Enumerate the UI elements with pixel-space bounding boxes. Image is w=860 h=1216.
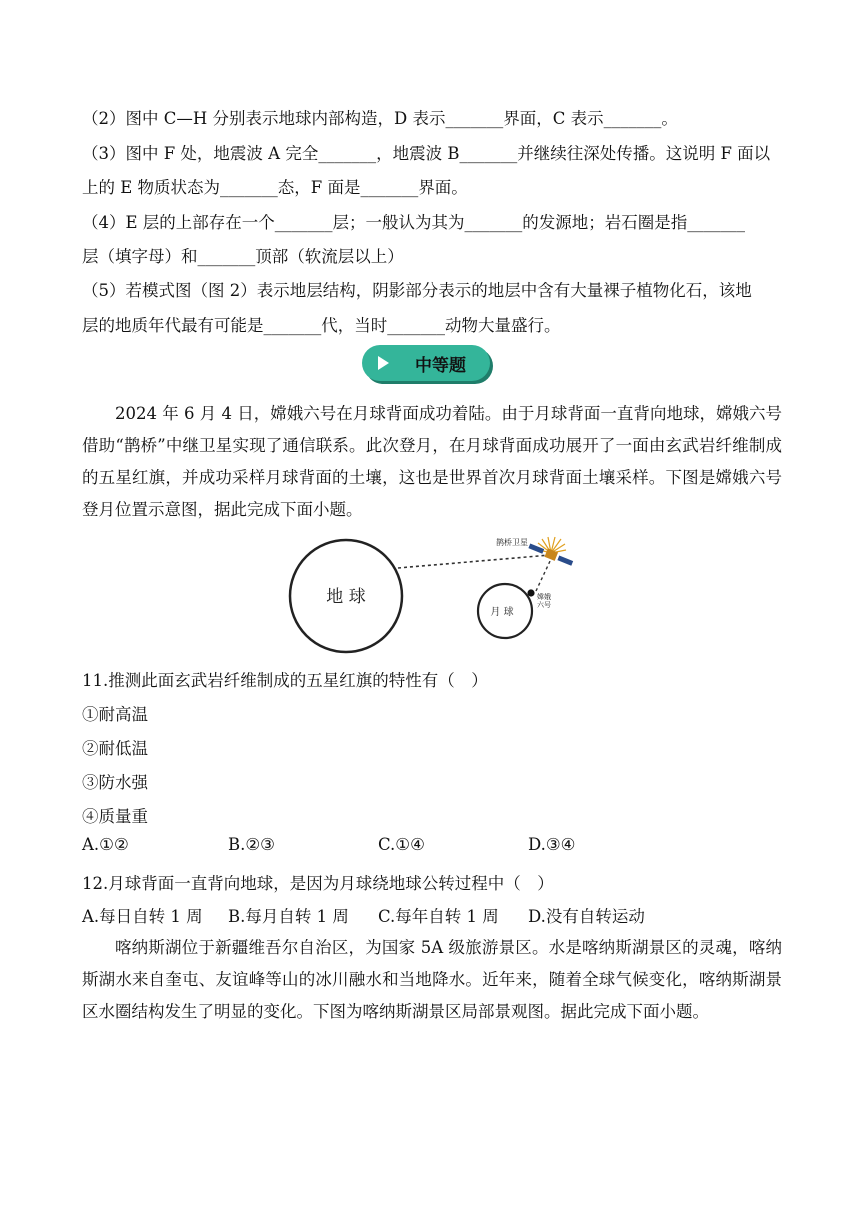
q11-item-4: ④质量重 xyxy=(82,807,148,826)
q11-option-a[interactable]: A.①② xyxy=(82,835,129,854)
q12-option-d[interactable]: D.没有自转运动 xyxy=(528,907,645,926)
relay-link-earth xyxy=(398,555,550,568)
q11-option-c[interactable]: C.①④ xyxy=(378,835,425,854)
q11-option-b[interactable]: B.②③ xyxy=(228,835,275,854)
lander-label-2: 六号 xyxy=(537,601,551,609)
question-2: （2）图中 C—H 分别表示地球内部构造，D 表示_______界面，C 表示_______。 xyxy=(82,109,678,128)
question-4-line1: （4）E 层的上部存在一个_______层；一般认为其为_______的发源地；岩石圈是指_______ xyxy=(82,213,746,232)
question-3-line2: 上的 E 物质状态为_______态，F 面是_______界面。 xyxy=(82,178,468,197)
relay-satellite-icon xyxy=(528,537,573,566)
question-4-line2: 层（填字母）和_______顶部（软流层以上） xyxy=(82,247,404,266)
passage-kanas-lake: 喀纳斯湖位于新疆维吾尔自治区，为国家 5A 级旅游景区。水是喀纳斯湖景区的灵魂，喀纳斯湖水来自奎屯、友谊峰等山的冰川融水和当地降水。近年来，随着全球气候变化，喀纳斯湖景区水圈结构发生了明显的变化。下图为喀纳斯湖景区局部景观图。据此完成下面小题。 xyxy=(82,938,782,1021)
q11-item-3: ③防水强 xyxy=(82,773,148,792)
question-5-line2: 层的地质年代最有可能是_______代，当时_______动物大量盛行。 xyxy=(82,316,561,335)
question-5-line1: （5）若模式图（图 2）表示地层结构，阴影部分表示的地层中含有大量裸子植物化石，该地 xyxy=(82,281,752,300)
question-11-stem: 11.推测此面玄武岩纤维制成的五星红旗的特性有（ ） xyxy=(82,671,488,690)
relay-link-moon xyxy=(536,559,551,591)
question-3-line1: （3）图中 F 处，地震波 A 完全_______，地震波 B_______并继续往深处传播。这说明 F 面以 xyxy=(82,144,771,163)
satellite-label: 鹊桥卫星 xyxy=(496,538,528,547)
play-triangle-icon xyxy=(378,356,389,370)
q12-option-a[interactable]: A.每日自转 1 周 xyxy=(82,907,203,926)
q11-option-d[interactable]: D.③④ xyxy=(528,835,576,854)
passage-change6: 2024 年 6 月 4 日，嫦娥六号在月球背面成功着陆。由于月球背面一直背向地球，嫦娥六号借助“鹊桥”中继卫星实现了通信联系。此次登月，在月球背面成功展开了一面由玄武岩纤维制成的五星红旗，并成功采样月球背面的土壤，这也是世界首次月球背面土壤采样。下图是嫦娥六号登月位置示意图，据此完成下面小题。 xyxy=(82,404,782,519)
q12-option-c[interactable]: C.每年自转 1 周 xyxy=(378,907,499,926)
section-badge-label: 中等题 xyxy=(415,355,466,376)
earth-label: 地 球 xyxy=(326,587,366,607)
q11-item-1: ①耐高温 xyxy=(82,705,148,724)
q12-option-b[interactable]: B.每月自转 1 周 xyxy=(228,907,349,926)
q11-item-2: ②耐低温 xyxy=(82,739,148,758)
moon-label: 月 球 xyxy=(490,607,514,618)
lander-label-1: 嫦娥 xyxy=(537,593,551,601)
question-12-stem: 12.月球背面一直背向地球，是因为月球绕地球公转过程中（ ） xyxy=(82,874,554,893)
section-badge xyxy=(362,345,496,385)
moon-landing-diagram xyxy=(280,535,590,655)
lander-dot xyxy=(527,589,534,596)
